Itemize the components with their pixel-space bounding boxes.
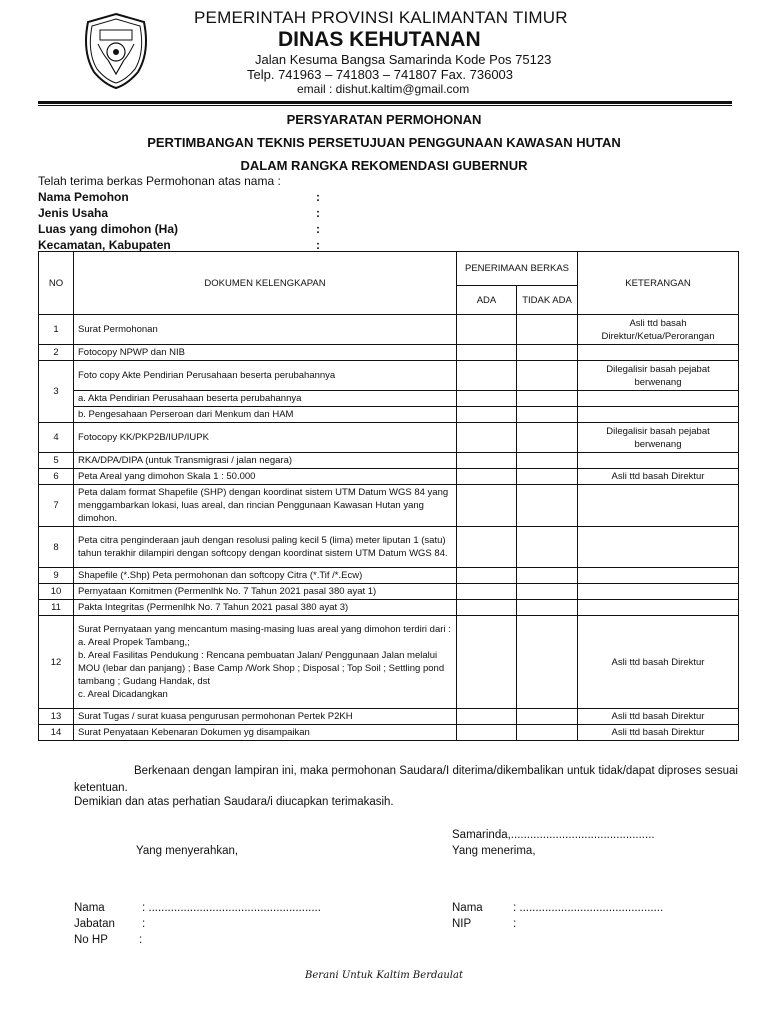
cell-ada[interactable] — [457, 709, 517, 725]
place-date: Samarinda,............................................. — [452, 829, 655, 841]
row-doc: Peta dalam format Shapefile (SHP) dengan koordinat sistem UTM Datum WGS 84 yang menggambarkan lokasi, luas areal, dan rincian Penggunaan Kawasan Hutan yang dimohon. — [74, 485, 457, 527]
row-ket: Asli ttd basah Direktur — [578, 725, 739, 741]
closing-paragraph — [74, 763, 738, 797]
row-no: 14 — [39, 725, 74, 741]
cell-ada[interactable] — [457, 725, 517, 741]
footer-motto: Berani Untuk Kaltim Berdaulat — [305, 970, 463, 981]
cell-ada[interactable] — [457, 407, 517, 423]
table-header-row — [39, 252, 739, 286]
table-row — [39, 568, 739, 584]
table-row — [39, 423, 739, 453]
table-row — [39, 616, 739, 709]
field-colon: : — [316, 206, 320, 220]
cell-ada[interactable] — [457, 391, 517, 407]
row-ket — [578, 568, 739, 584]
row-ket — [578, 600, 739, 616]
applicant-intro: Telah terima berkas Permohonan atas nama : — [38, 174, 281, 188]
row-doc-item-a: a. Areal Propek Tambang,; — [78, 637, 190, 648]
cell-tidak-ada[interactable] — [517, 407, 578, 423]
row-no: 13 — [39, 709, 74, 725]
table-row — [39, 725, 739, 741]
letterhead-rule — [38, 101, 732, 104]
left-sig-jabatan-colon: : — [142, 918, 146, 930]
row-no: 8 — [39, 527, 74, 568]
row-doc: Pernyataan Komitmen (Permenlhk No. 7 Tahun 2021 pasal 380 ayat 1) — [74, 584, 457, 600]
cell-tidak-ada[interactable] — [517, 469, 578, 485]
cell-ada[interactable] — [457, 453, 517, 469]
letterhead-rule-thin — [38, 105, 732, 106]
cell-ada[interactable] — [457, 469, 517, 485]
table-row — [39, 527, 739, 568]
cell-ada[interactable] — [457, 345, 517, 361]
left-sig-jabatan-label: Jabatan — [74, 918, 115, 930]
province-emblem-logo — [78, 12, 154, 90]
field-nama-pemohon: Nama Pemohon — [38, 190, 129, 204]
cell-tidak-ada[interactable] — [517, 453, 578, 469]
row-doc: Surat Tugas / surat kuasa pengurusan permohonan Pertek P2KH — [74, 709, 457, 725]
doc-subtitle-2: DALAM RANGKA REKOMENDASI GUBERNUR — [240, 158, 528, 173]
field-colon: : — [316, 238, 320, 252]
table-row — [39, 315, 739, 345]
receiver-label: Yang menerima, — [452, 845, 536, 857]
cell-ada[interactable] — [457, 315, 517, 345]
row-doc: Pakta Integritas (Permenlhk No. 7 Tahun 2021 pasal 380 ayat 3) — [74, 600, 457, 616]
cell-ada[interactable] — [457, 423, 517, 453]
cell-ada[interactable] — [457, 568, 517, 584]
row-no: 7 — [39, 485, 74, 527]
row-ket: Dilegalisir basah pejabat berwenang — [578, 361, 739, 391]
left-sig-nohp-label: No HP — [74, 934, 108, 946]
table-row — [39, 600, 739, 616]
row-ket — [578, 485, 739, 527]
cell-tidak-ada[interactable] — [517, 485, 578, 527]
cell-tidak-ada[interactable] — [517, 584, 578, 600]
cell-ada[interactable] — [457, 527, 517, 568]
table-row — [39, 469, 739, 485]
cell-ada[interactable] — [457, 616, 517, 709]
row-no: 5 — [39, 453, 74, 469]
row-no: 10 — [39, 584, 74, 600]
row-no: 11 — [39, 600, 74, 616]
table-row — [39, 345, 739, 361]
row-ket — [578, 345, 739, 361]
requirements-table — [38, 251, 739, 741]
row-doc: Foto copy Akte Pendirian Perusahaan beserta perubahannya — [74, 361, 457, 391]
cell-tidak-ada[interactable] — [517, 616, 578, 709]
cell-tidak-ada[interactable] — [517, 568, 578, 584]
cell-ada[interactable] — [457, 584, 517, 600]
letterhead-government: PEMERINTAH PROVINSI KALIMANTAN TIMUR — [194, 8, 568, 27]
field-kecamatan: Kecamatan, Kabupaten — [38, 238, 171, 252]
row-ket: Asli ttd basah Direktur — [578, 709, 739, 725]
row-doc: RKA/DPA/DIPA (untuk Transmigrasi / jalan negara) — [74, 453, 457, 469]
row-doc-list — [74, 616, 457, 709]
cell-ada[interactable] — [457, 485, 517, 527]
left-sig-nama-field: : ...................................................... — [142, 902, 321, 914]
row-doc: Surat Penyataan Kebenaran Dokumen yg disampaikan — [74, 725, 457, 741]
cell-tidak-ada[interactable] — [517, 361, 578, 391]
right-sig-nip-label: NIP — [452, 918, 472, 930]
cell-tidak-ada[interactable] — [517, 725, 578, 741]
header-penerimaan: PENERIMAAN BERKAS — [457, 252, 578, 286]
table-row — [39, 453, 739, 469]
letterhead-agency: DINAS KEHUTANAN — [278, 28, 481, 51]
cell-tidak-ada[interactable] — [517, 527, 578, 568]
row-doc-sub-a: a. Akta Pendirian Perusahaan beserta perubahannya — [74, 391, 457, 407]
row-ket: Asli ttd basah Direktur/Ketua/Perorangan — [578, 315, 739, 345]
header-dokumen: DOKUMEN KELENGKAPAN — [74, 252, 457, 315]
cell-tidak-ada[interactable] — [517, 391, 578, 407]
letterhead-phone: Telp. 741963 – 741803 – 741807 Fax. 736003 — [247, 67, 514, 82]
cell-ada[interactable] — [457, 600, 517, 616]
row-no: 9 — [39, 568, 74, 584]
row-doc: Shapefile (*.Shp) Peta permohonan dan softcopy Citra (*.Tif /*.Ecw) — [74, 568, 457, 584]
row-doc-item-b: b. Areal Fasilitas Pendukung : Rencana pembuatan Jalan/ Penggunaan Jalan melalui MOU (lebar dan panjang) ; Base Camp /Work Shop ; Disposal ; Top Soil ; Settling pond tambang ; Gudang Handak, dst — [78, 650, 445, 687]
giver-label: Yang menyerahkan, — [136, 845, 239, 857]
field-jenis-usaha: Jenis Usaha — [38, 206, 109, 220]
cell-tidak-ada[interactable] — [517, 600, 578, 616]
header-ada: ADA — [457, 286, 517, 315]
field-colon: : — [316, 222, 320, 236]
row-doc: Surat Pernyataan yang mencantum masing-masing luas areal yang dimohon terdiri dari : — [78, 624, 451, 635]
table-subrow — [39, 407, 739, 423]
row-no: 1 — [39, 315, 74, 345]
row-ket — [578, 407, 739, 423]
row-ket: Asli ttd basah Direktur — [578, 469, 739, 485]
right-sig-nama-field: : ............................................. — [513, 902, 664, 914]
cell-tidak-ada[interactable] — [517, 423, 578, 453]
row-ket: Asli ttd basah Direktur — [578, 616, 739, 709]
row-no: 4 — [39, 423, 74, 453]
row-doc: Fotocopy KK/PKP2B/IUP/IUPK — [74, 423, 457, 453]
row-no: 2 — [39, 345, 74, 361]
table-row — [39, 584, 739, 600]
cell-ada[interactable] — [457, 361, 517, 391]
row-ket — [578, 584, 739, 600]
table-subrow — [39, 391, 739, 407]
field-luas: Luas yang dimohon (Ha) — [38, 222, 179, 236]
row-doc-sub-b: b. Pengesahaan Perseroan dari Menkum dan HAM — [74, 407, 457, 423]
table-row — [39, 709, 739, 725]
row-ket: Dilegalisir basah pejabat berwenang — [578, 423, 739, 453]
doc-subtitle: PERTIMBANGAN TEKNIS PERSETUJUAN PENGGUNAAN KAWASAN HUTAN — [147, 135, 621, 150]
header-keterangan: KETERANGAN — [578, 252, 739, 315]
row-doc: Surat Permohonan — [74, 315, 457, 345]
field-colon: : — [316, 190, 320, 204]
cell-tidak-ada[interactable] — [517, 345, 578, 361]
row-doc: Fotocopy NPWP dan NIB — [74, 345, 457, 361]
left-sig-nohp-colon: : — [139, 934, 143, 946]
header-no: NO — [39, 252, 74, 315]
closing-paragraph-text: Berkenaan dengan lampiran ini, maka permohonan Saudara/I diterima/dikembalikan untuk tidak/dapat diproses sesuai ketentuan. — [74, 765, 738, 794]
row-no: 12 — [39, 616, 74, 709]
right-sig-nama-label: Nama — [452, 902, 483, 914]
doc-title: PERSYARATAN PERMOHONAN — [286, 112, 482, 127]
row-doc: Peta Areal yang dimohon Skala 1 : 50.000 — [74, 469, 457, 485]
left-sig-nama-label: Nama — [74, 902, 105, 914]
closing-thanks: Demikian dan atas perhatian Saudara/i diucapkan terimakasih. — [74, 796, 394, 808]
letterhead-address: Jalan Kesuma Bangsa Samarinda Kode Pos 75123 — [255, 52, 552, 67]
table-row — [39, 361, 739, 391]
right-sig-nip-colon: : — [513, 918, 517, 930]
row-ket — [578, 527, 739, 568]
row-doc-item-c: c. Areal Dicadangkan — [78, 689, 168, 700]
cell-tidak-ada[interactable] — [517, 709, 578, 725]
row-ket — [578, 391, 739, 407]
row-ket — [578, 453, 739, 469]
table-row — [39, 485, 739, 527]
row-doc: Peta citra penginderaan jauh dengan resolusi paling kecil 5 (lima) meter liputan 1 (satu) tahun terakhir dilampiri dengan softcopy dengan koordinat sistem UTM Datum WGS 84. — [74, 527, 457, 568]
row-no: 3 — [39, 361, 74, 423]
cell-tidak-ada[interactable] — [517, 315, 578, 345]
letterhead-email: email : dishut.kaltim@gmail.com — [297, 82, 470, 96]
header-tidak-ada: TIDAK ADA — [517, 286, 578, 315]
row-no: 6 — [39, 469, 74, 485]
